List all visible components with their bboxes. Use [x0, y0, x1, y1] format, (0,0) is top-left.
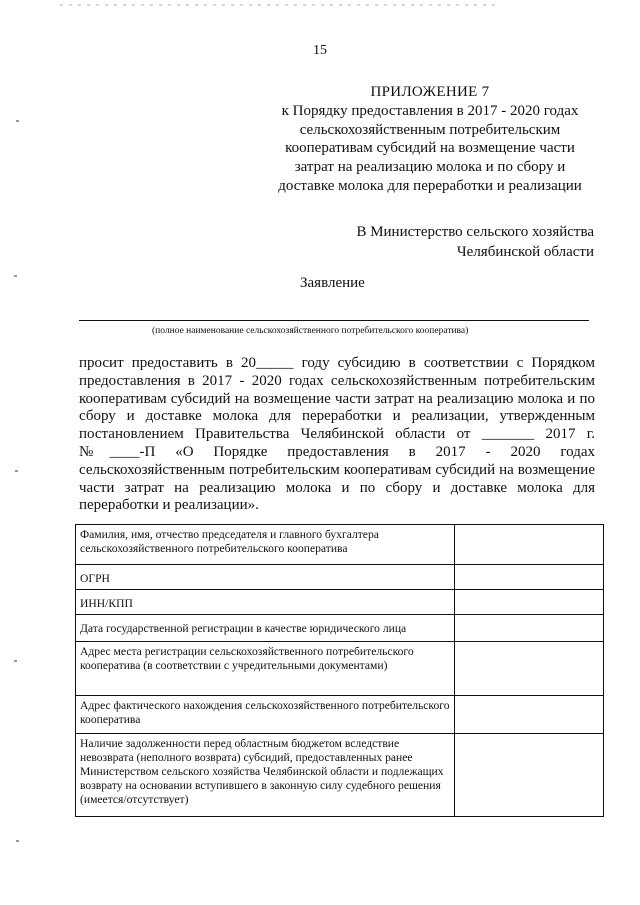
table-row — [76, 696, 604, 734]
application-body-text: просит предоставить в 20_____ году субсидию в соответствии с Порядком предоставления в 2017 - 2020 годах сельскохозяйственным потребительским кооперативам субсидий на возмещение части затрат на реализацию молока и по сбору и доставке молока для переработки и реализации, утвержденным постановлением Правительства Челябинской области от _______ 2017 г. №____-П «О Порядке предоставления в 2017 - 2020 годах сельскохозяйственным потребительским кооперативам субсидий на возмещение части затрат на реализацию молока и по сбору и доставке молока для переработки и реализации». — [79, 355, 595, 514]
table-row-label: Адрес места регистрации сельскохозяйственного потребительского кооператива (в соответствии с учредительными документами) — [76, 642, 455, 696]
table-row-value — [455, 615, 604, 642]
addressee-block — [356, 223, 594, 262]
table-row-label: Фамилия, имя, отчество председателя и главного бухгалтера сельскохозяйственного потребительского кооператива — [76, 525, 455, 565]
table-row-label: Адрес фактического нахождения сельскохозяйственного потребительского кооператива — [76, 696, 455, 734]
table-row-label: Дата государственной регистрации в качестве юридического лица — [76, 615, 455, 642]
cooperative-info-table — [75, 524, 604, 817]
appendix-line: кооперативам субсидий на возмещение части — [285, 140, 575, 157]
scan-mark — [16, 120, 19, 122]
table-row-value — [455, 590, 604, 615]
coop-name-line — [79, 320, 589, 321]
scan-artifact-top — [60, 4, 500, 6]
table-row — [76, 734, 604, 817]
scan-mark — [16, 840, 19, 842]
appendix-line: к Порядку предоставления в 2017 - 2020 годах — [281, 102, 579, 119]
table-row-value — [455, 565, 604, 590]
appendix-line: доставке молока для переработки и реализации — [278, 177, 582, 194]
table-row-label: ОГРН — [76, 565, 455, 590]
page-number: 15 — [313, 43, 327, 58]
addressee-line: В Министерство сельского хозяйства — [356, 224, 594, 240]
appendix-line: затрат на реализацию молока и по сбору и — [294, 159, 566, 176]
appendix-title: ПРИЛОЖЕНИЕ 7 — [370, 84, 490, 100]
table-row — [76, 642, 604, 696]
appendix-line: сельскохозяйственным потребительским — [299, 121, 561, 138]
document-title: Заявление — [300, 275, 365, 291]
table-row-value — [455, 734, 604, 817]
table-row — [76, 590, 604, 615]
addressee-line: Челябинской области — [456, 243, 594, 260]
scan-mark — [14, 275, 17, 277]
table-row-label: ИНН/КПП — [76, 590, 455, 615]
table-row-value — [455, 696, 604, 734]
table-row-value — [455, 525, 604, 565]
appendix-header — [260, 83, 600, 196]
table-row — [76, 615, 604, 642]
coop-name-caption: (полное наименование сельскохозяйственного потребительского кооператива) — [152, 326, 469, 336]
scan-mark — [14, 660, 17, 662]
table-row — [76, 525, 604, 565]
table-row-value — [455, 642, 604, 696]
table-row — [76, 565, 604, 590]
scan-mark — [15, 470, 18, 472]
table-row-label: Наличие задолженности перед областным бюджетом вследствие невозврата (неполного возврата) субсидий, предоставленных ранее Министерством сельского хозяйства Челябинской области и подлежащих возврату на основании вступившего в законную силу судебного решения (имеется/отсутствует) — [76, 734, 455, 817]
